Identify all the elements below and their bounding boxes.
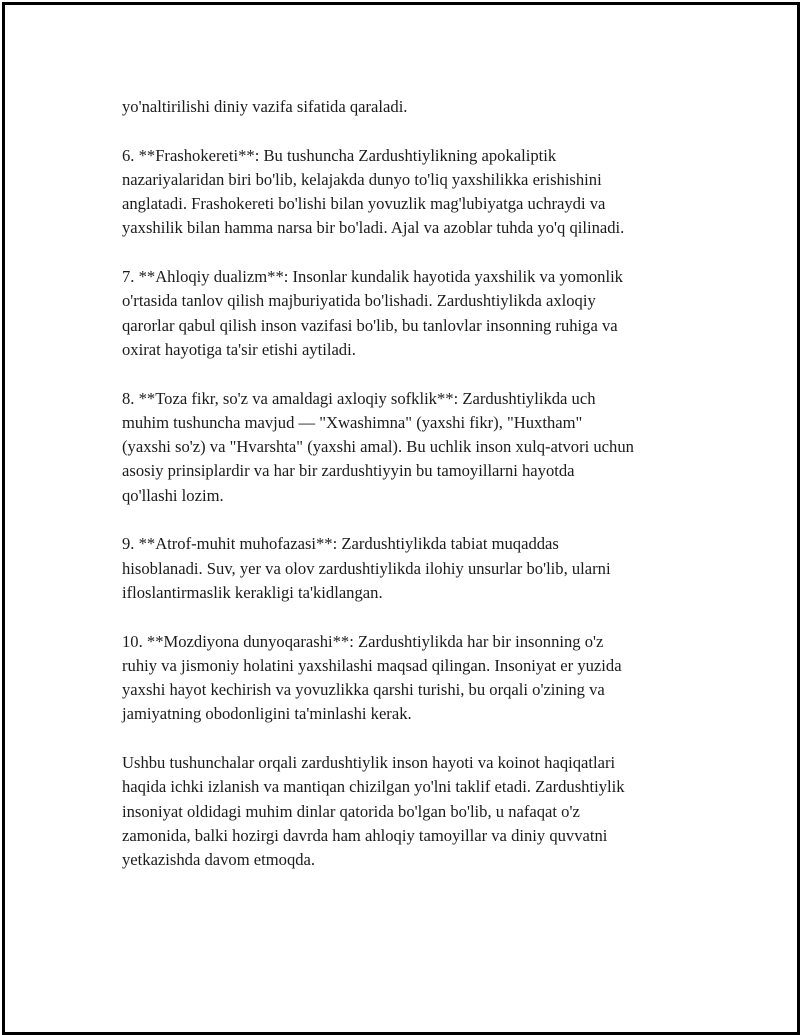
text-line: qo'llashi lozim. xyxy=(122,485,224,505)
document-body xyxy=(122,95,702,897)
text-line: qarorlar qabul qilish inson vazifasi bo'lib, bu tanlovlar insonning ruhiga va xyxy=(122,315,618,335)
text-line: muhim tushuncha mavjud — "Xwashimna" (yaxshi fikr), "Huxtham" xyxy=(122,412,583,432)
paragraph-frashokereti xyxy=(122,144,702,241)
paragraph-conclusion xyxy=(122,751,702,872)
text-line: yaxshilik bilan hamma narsa bir bo'ladi. Ajal va azoblar tuhda yo'q qilinadi. xyxy=(122,218,625,238)
text-line: asosiy prinsiplardir va har bir zardushtiyyin bu tamoyillarni hayotda xyxy=(122,461,575,481)
text-line: oxirat hayotiga ta'sir etishi aytiladi. xyxy=(122,339,356,359)
text-line: haqida ichki izlanish va mantiqan chizilgan yo'lni taklif etadi. Zardushtiylik xyxy=(122,777,625,797)
paragraph-toza-fikr xyxy=(122,387,702,508)
text-line: 6. **Frashokereti**: Bu tushuncha Zardushtiylikning apokaliptik xyxy=(122,145,557,165)
text-line: ifloslantirmaslik kerakligi ta'kidlangan. xyxy=(122,582,383,602)
paragraph-continuation xyxy=(122,95,702,119)
text-line: nazariyalaridan biri bo'lib, kelajakda dunyo to'liq yaxshilikka erishishini xyxy=(122,169,602,189)
page-frame xyxy=(2,2,800,1035)
text-line: 9. **Atrof-muhit muhofazasi**: Zardushtiylikda tabiat muqaddas xyxy=(122,534,559,554)
paragraph-ahloqiy-dualizm xyxy=(122,265,702,362)
text-line: hisoblanadi. Suv, yer va olov zardushtiylikda ilohiy unsurlar bo'lib, ularni xyxy=(122,558,611,578)
text-line: Ushbu tushunchalar orqali zardushtiylik inson hayoti va koinot haqiqatlari xyxy=(122,753,616,773)
text-line: zamonida, balki hozirgi davrda ham ahloqiy tamoyillar va diniy quvvatni xyxy=(122,825,608,845)
paragraph-mozdiyona xyxy=(122,630,702,727)
text-line: (yaxshi so'z) va "Hvarshta" (yaxshi amal). Bu uchlik inson xulq-atvori uchun xyxy=(122,437,634,457)
text-line: 10. **Mozdiyona dunyoqarashi**: Zardushtiylikda har bir insonning o'z xyxy=(122,631,604,651)
text-line: 7. **Ahloqiy dualizm**: Insonlar kundalik hayotida yaxshilik va yomonlik xyxy=(122,267,623,287)
text-line: yo'naltirilishi diniy vazifa sifatida qaraladi. xyxy=(122,97,408,116)
text-line: yaxshi hayot kechirish va yovuzlikka qarshi turishi, bu orqali o'zining va xyxy=(122,680,605,700)
text-line: insoniyat oldidagi muhim dinlar qatorida bo'lgan bo'lib, u nafaqat o'z xyxy=(122,801,580,821)
text-line: ruhiy va jismoniy holatini yaxshilashi maqsad qilingan. Insoniyat er yuzida xyxy=(122,655,622,675)
text-line: o'rtasida tanlov qilish majburiyatida bo'lishadi. Zardushtiylikda axloqiy xyxy=(122,291,596,311)
text-line: yetkazishda davom etmoqda. xyxy=(122,850,316,870)
text-line: anglatadi. Frashokereti bo'lishi bilan yovuzlik mag'lubiyatga uchraydi va xyxy=(122,194,606,214)
text-line: jamiyatning obodonligini ta'minlashi kerak. xyxy=(122,704,412,724)
paragraph-atrof-muhit xyxy=(122,532,702,605)
text-line: 8. **Toza fikr, so'z va amaldagi axloqiy sofklik**: Zardushtiylikda uch xyxy=(122,388,596,408)
